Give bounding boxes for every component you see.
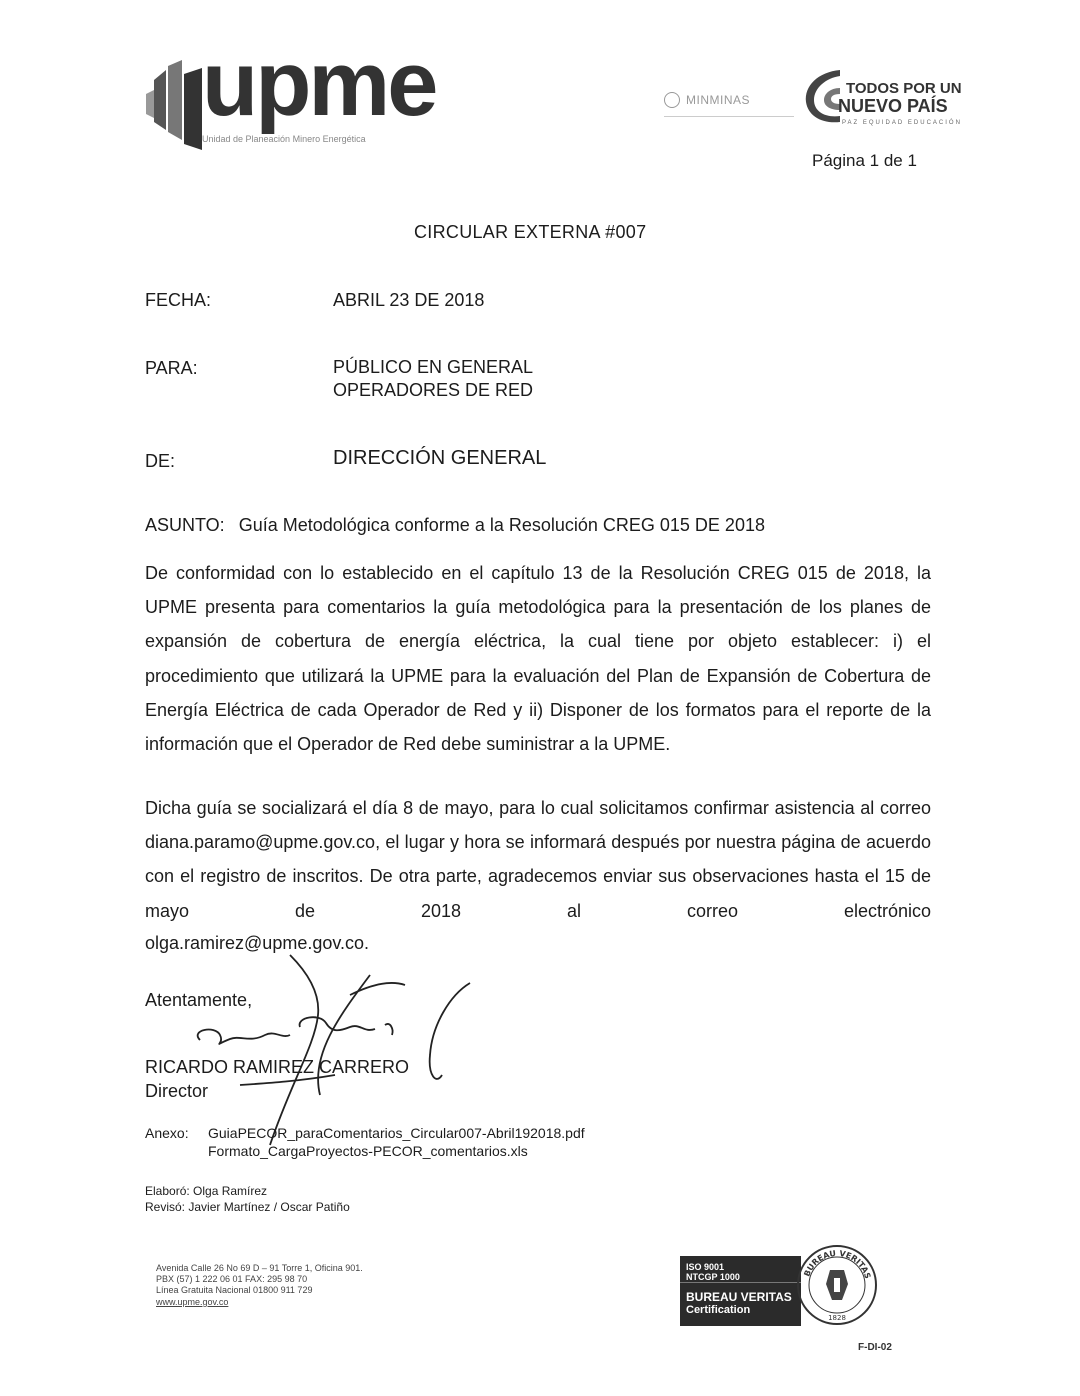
cert-ntcgp: NTCGP 1000 (686, 1272, 740, 1282)
attachment-file-2: Formato_CargaProyectos-PECOR_comentarios.xls (208, 1143, 528, 1159)
form-code: F-DI-02 (858, 1342, 892, 1353)
seal-year: 1828 (828, 1314, 846, 1322)
de-label: DE: (145, 451, 176, 471)
para-label: PARA: (145, 358, 198, 378)
footer-phone: PBX (57) 1 222 06 01 FAX: 295 98 70 (156, 1274, 308, 1284)
cert-iso: ISO 9001 (686, 1262, 725, 1272)
body-paragraph-2-email: olga.ramirez@upme.gov.co. (145, 933, 370, 953)
cert-certification: Certification (686, 1304, 751, 1316)
document-title: CIRCULAR EXTERNA #007 (414, 222, 647, 242)
upme-logo-text: upme (202, 33, 436, 135)
body-paragraph-2: Dicha guía se socializará el día 8 de mayo, para lo cual solicitamos confirmar asistencia al correo diana.paramo@upme.gov.co, el lugar y hora se informará después por nuestra página de acuerdo con el registro de inscritos. De otra parte, agradecemos enviar sus observaciones hasta el 15 de mayo de 2018 al correo electrónico (145, 798, 931, 921)
seal-text: BUREAU VERITAS (802, 1248, 873, 1280)
elaborated-by: Elaboró: Olga Ramírez (145, 1184, 268, 1198)
closing-salutation: Atentamente, (145, 990, 253, 1010)
header-divider (664, 116, 794, 117)
minminas-text: MINMINAS (686, 93, 750, 107)
upme-logo-icon (144, 60, 204, 150)
asunto-label: ASUNTO: (145, 515, 225, 535)
gov-slogan-line3: PAZ EQUIDAD EDUCACIÓN (842, 120, 962, 126)
para-value-line1: PÚBLICO EN GENERAL (333, 357, 534, 377)
asunto-value: Guía Metodológica conforme a la Resolución CREG 015 DE 2018 (238, 515, 765, 535)
signer-name: RICARDO RAMIREZ CARRERO (145, 1057, 410, 1077)
reviewed-by: Revisó: Javier Martínez / Oscar Patiño (145, 1200, 350, 1214)
cert-divider (680, 1282, 801, 1283)
gov-slogan-line2: NUEVO PAÍS (838, 96, 948, 116)
body-paragraph-1: De conformidad con lo establecido en el capítulo 13 de la Resolución CREG 015 de 2018, la UPME presenta para comentarios la guía metodológica para la presentación de los planes de expansión de cobertura de energía eléctrica, la cual tiene por objeto establecer: i) el procedimiento que utilizará la UPME para la evaluación del Plan de Expansión de Cobertura de Energía Eléctrica de cada Operador de Red y ii) Disponer de los formatos para el reporte de la información que el Operador de Red debe suministrar a la UPME. (145, 563, 931, 755)
bureau-veritas-seal-icon (796, 1244, 878, 1326)
coat-of-arms-icon (664, 92, 680, 108)
upme-tagline: Unidad de Planeación Minero Energética (202, 134, 366, 144)
asunto-line (145, 515, 765, 536)
certification-badge (680, 1256, 801, 1326)
minminas-logo (664, 92, 750, 108)
fecha-label: FECHA: (145, 290, 212, 310)
de-value: DIRECCIÓN GENERAL (333, 447, 547, 469)
handwritten-signature (170, 935, 490, 1155)
para-value-line2: OPERADORES DE RED (333, 380, 534, 400)
attachments-label: Anexo: (145, 1125, 189, 1141)
attachment-file-1: GuiaPECOR_paraComentarios_Circular007-Abril192018.pdf (208, 1125, 585, 1141)
fecha-value: ABRIL 23 DE 2018 (333, 290, 485, 310)
signer-title: Director (145, 1081, 209, 1101)
footer-website-link[interactable]: www.upme.gov.co (156, 1297, 229, 1307)
footer-address: Avenida Calle 26 No 69 D – 91 Torre 1, Oficina 901. (156, 1263, 363, 1273)
gov-slogan-line1: TODOS POR UN (846, 80, 962, 97)
cert-bureau-veritas: BUREAU VERITAS (686, 1290, 792, 1304)
page-number: Página 1 de 1 (812, 151, 917, 170)
footer-toll-free: Línea Gratuita Nacional 01800 911 729 (156, 1285, 313, 1295)
